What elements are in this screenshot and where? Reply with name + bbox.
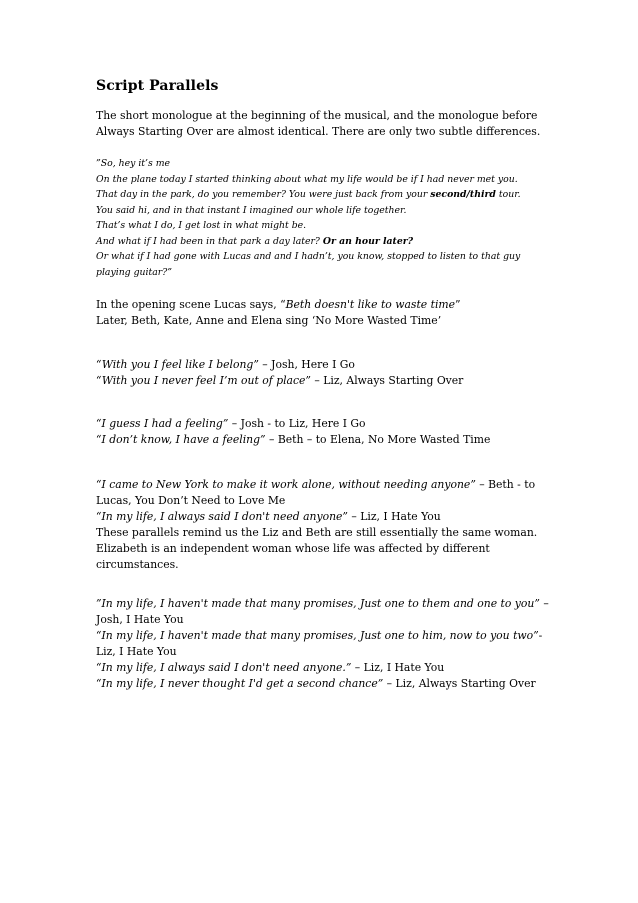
monologue-line [96, 234, 546, 250]
paragraph-line: Elizabeth is an independent woman whose life was affected by different [96, 542, 490, 555]
monologue-line [96, 187, 546, 203]
paragraph-opening-scene [96, 297, 546, 329]
intro-line: Always Starting Over are almost identical. There are only two subtle differences. [96, 125, 541, 138]
paragraph-line: Liz, I Hate You [96, 645, 177, 658]
paragraph-line: circumstances. [96, 558, 179, 571]
quote-text: ”In my life, I haven't made that many promises, Just one to them and one to you” [96, 597, 540, 610]
paragraph-line [96, 357, 546, 373]
paragraph-line [96, 432, 546, 448]
quote-text: “In my life, I haven't made that many promises, Just one to him, now to you two” [96, 629, 539, 642]
attribution: – Josh, Here I Go [258, 358, 355, 371]
quote-text: “I don’t know, I have a feeling” [96, 433, 266, 446]
text: ” [455, 298, 461, 311]
quote-text: “I guess I had a feeling” [96, 417, 229, 430]
paragraph-alone [96, 477, 546, 573]
paragraph-feeling [96, 416, 546, 448]
monologue-emphasis: Or an hour later? [322, 235, 414, 247]
paragraph-line [96, 373, 546, 389]
monologue-line: You said hi, and in that instant I imagined our whole life together. [96, 204, 407, 216]
monologue-line: playing guitar?” [96, 266, 172, 278]
paragraph-line [96, 628, 546, 644]
quote-text: “With you I never feel I’m out of place” [96, 374, 311, 387]
monologue-line: That’s what I do, I get lost in what might be. [96, 220, 307, 231]
paragraph-belong [96, 357, 546, 389]
text: In the opening scene Lucas says, “ [96, 298, 286, 311]
attribution: – Beth - to [475, 478, 536, 491]
monologue-block [96, 156, 546, 280]
attribution: – Josh - to Liz, Here I Go [228, 417, 366, 430]
attribution: – Liz, Always Starting Over [383, 677, 536, 690]
monologue-text: And what if I had been in that park a day later? [96, 235, 323, 247]
paragraph-promises [96, 596, 549, 692]
paragraph-line: Lucas, You Don’t Need to Love Me [96, 494, 286, 507]
monologue-line: ”So, hey it’s me [96, 158, 171, 169]
page-title: Script Parallels [96, 78, 219, 94]
monologue-line: Or what if I had gone with Lucas and and I hadn’t, you know, stopped to listen to that guy [96, 251, 521, 262]
monologue-emphasis: second/third [430, 189, 496, 200]
quote-text: “In my life, I always said I don't need anyone” [96, 510, 348, 523]
paragraph-line [96, 596, 549, 612]
paragraph-line [96, 676, 546, 692]
paragraph-line [96, 416, 546, 432]
attribution: – Liz, I Hate You [351, 661, 445, 674]
attribution: - [538, 629, 543, 642]
quote-text: “In my life, I never thought I'd get a second chance” [96, 677, 384, 690]
quote-text: Beth doesn't like to waste time [285, 298, 456, 311]
paragraph-line [96, 509, 546, 525]
paragraph-line [96, 297, 546, 313]
attribution: – Beth – to Elena, No More Wasted Time [265, 433, 491, 446]
paragraph-line: These parallels remind us the Liz and Beth are still essentially the same woman. [96, 526, 538, 539]
paragraph-line [96, 660, 546, 676]
attribution: – Liz, Always Starting Over [310, 374, 464, 387]
paragraph-line [96, 477, 546, 493]
quote-text: “I came to New York to make it work alone, without needing anyone” [96, 478, 476, 491]
attribution: – [539, 597, 549, 610]
intro-line: The short monologue at the beginning of the musical, and the monologue before [96, 109, 538, 122]
intro-paragraph [96, 108, 546, 140]
quote-text: “In my life, I always said I don't need anyone.” [96, 661, 352, 674]
attribution: – Liz, I Hate You [347, 510, 441, 523]
monologue-text: That day in the park, do you remember? You were just back from your [96, 189, 431, 200]
monologue-text: tour. [495, 189, 521, 200]
monologue-line: On the plane today I started thinking about what my life would be if I had never met you. [96, 173, 518, 185]
quote-text: “With you I feel like I belong” [96, 358, 259, 371]
paragraph-line: Josh, I Hate You [96, 613, 184, 626]
paragraph-line: Later, Beth, Kate, Anne and Elena sing ‘No More Wasted Time’ [96, 314, 442, 327]
